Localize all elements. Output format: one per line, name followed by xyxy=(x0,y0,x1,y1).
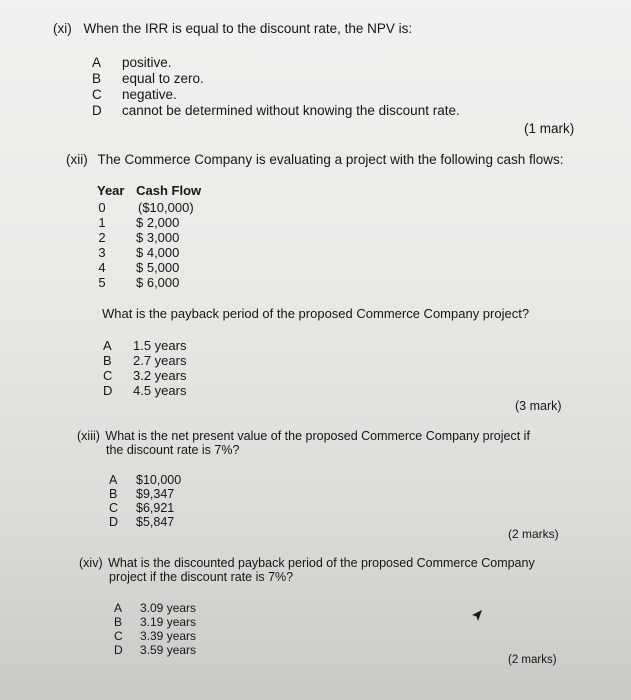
table-row: 0 ($10,000) xyxy=(98,200,194,215)
option-text: cannot be determined without knowing the discount rate. xyxy=(122,103,460,118)
mouse-cursor-icon xyxy=(470,609,484,623)
question-text: The Commerce Company is evaluating a project with the following cash flows: xyxy=(97,152,564,167)
option-text: 3.09 years xyxy=(140,601,197,615)
option-text: equal to zero. xyxy=(122,71,204,86)
option-a xyxy=(114,601,196,615)
option-letter: A xyxy=(92,55,102,70)
option-text: negative. xyxy=(122,87,177,102)
question-number: (xiii) xyxy=(77,429,100,443)
question-number: (xiv) xyxy=(79,556,103,570)
question-text-continued: the discount rate is 7%? xyxy=(106,443,240,457)
option-text: $6,921 xyxy=(136,501,175,515)
option-c xyxy=(92,87,177,102)
option-d xyxy=(114,643,196,657)
option-text: 3.39 years xyxy=(140,629,197,643)
marks-label: (3 mark) xyxy=(515,399,562,413)
option-letter: A xyxy=(114,601,123,615)
option-letter: A xyxy=(103,338,112,353)
table-row: 3 $ 4,000 xyxy=(98,245,180,260)
option-b xyxy=(103,353,186,368)
table-row: 5 $ 6,000 xyxy=(98,275,180,290)
question-text: When the IRR is equal to the discount rate, the NPV is: xyxy=(83,21,413,36)
option-letter: B xyxy=(103,353,112,368)
question-text: What is the net present value of the proposed Commerce Company project if xyxy=(105,429,530,443)
marks-label: (2 marks) xyxy=(508,527,559,541)
option-letter: B xyxy=(109,487,118,501)
option-c xyxy=(103,368,186,383)
marks-label: (1 mark) xyxy=(524,121,575,136)
option-a xyxy=(109,473,181,487)
option-text: $9,347 xyxy=(136,487,175,501)
option-d xyxy=(109,515,174,529)
cursor-arrow-shape xyxy=(472,610,482,621)
question-number: (xii) xyxy=(66,152,88,167)
table-row: 2 $ 3,000 xyxy=(98,230,180,245)
table-row: 4 $ 5,000 xyxy=(98,260,180,275)
option-text: 3.59 years xyxy=(140,643,197,657)
option-text: 3.19 years xyxy=(140,615,197,629)
option-letter: B xyxy=(92,71,102,86)
option-text: positive. xyxy=(122,55,172,70)
option-a xyxy=(92,55,172,70)
option-text: 4.5 years xyxy=(133,383,187,398)
option-letter: B xyxy=(114,615,123,629)
table-row: 1 $ 2,000 xyxy=(98,215,180,230)
question-xi-stem xyxy=(53,21,412,36)
option-text: 1.5 years xyxy=(133,338,187,353)
option-letter: D xyxy=(103,383,113,398)
question-text: What is the discounted payback period of the proposed Commerce Company xyxy=(108,556,535,570)
option-d xyxy=(92,103,460,118)
option-b xyxy=(109,487,174,501)
marks-label: (2 marks) xyxy=(508,654,557,666)
option-c xyxy=(109,501,174,515)
payback-question: What is the payback period of the proposed Commerce Company project? xyxy=(102,306,530,321)
option-b xyxy=(114,615,196,629)
option-text: $10,000 xyxy=(136,473,182,487)
option-letter: D xyxy=(114,643,123,657)
option-c xyxy=(114,629,196,643)
option-letter: C xyxy=(109,501,119,515)
question-xiii-stem xyxy=(77,429,530,443)
option-letter: C xyxy=(114,629,123,643)
column-header-year: Year xyxy=(97,183,125,198)
option-text: $5,847 xyxy=(136,515,175,529)
option-a xyxy=(103,338,186,353)
option-letter: D xyxy=(109,515,119,529)
option-text: 2.7 years xyxy=(133,353,187,368)
option-letter: C xyxy=(92,87,102,102)
cash-flow-header xyxy=(97,183,201,198)
question-number: (xi) xyxy=(53,21,72,36)
option-text: 3.2 years xyxy=(133,368,187,383)
option-letter: D xyxy=(92,103,102,118)
option-b xyxy=(92,71,204,86)
option-letter: C xyxy=(103,368,113,383)
question-xii-stem xyxy=(66,152,563,167)
option-letter: A xyxy=(109,473,118,487)
question-xiv-stem xyxy=(79,556,535,570)
question-text-continued: project if the discount rate is 7%? xyxy=(109,570,294,584)
option-d xyxy=(103,383,186,398)
column-header-cash-flow: Cash Flow xyxy=(136,183,202,198)
